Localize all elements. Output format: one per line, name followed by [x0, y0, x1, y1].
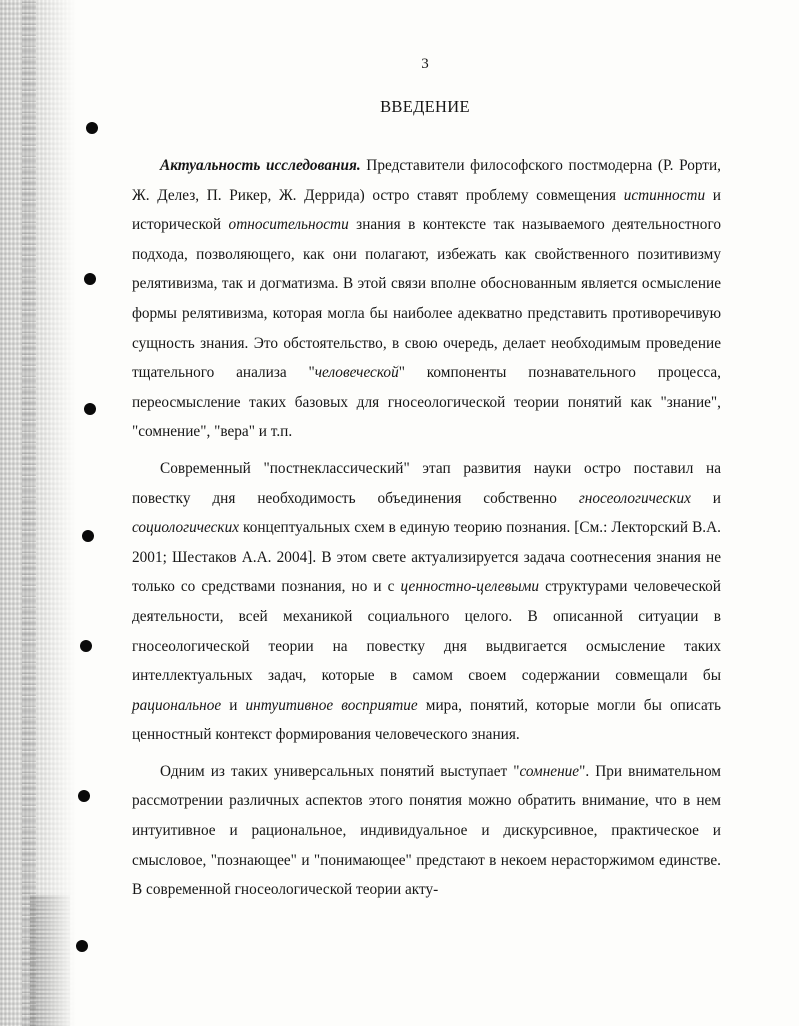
section-title: ВВЕДЕНИЕ — [380, 97, 470, 116]
binding-hole — [86, 122, 98, 134]
binding-hole — [82, 530, 94, 542]
run-in-heading: Актуальность исследования. — [160, 157, 361, 174]
binding-hole — [76, 940, 88, 952]
paragraph-relevance: Актуальность исследования. Представители философского постмодерна (Р. Рорти, Ж. Делез, П. Рикер, Ж. Деррида) остро ставят проблему совмещения истинности и исторической относительности знания в контексте так называемого деятельностного подхода, позволяющего, как они полагают, избежать как свойственного позитивизму релятивизма, так и догматизма. В этой связи вполне обоснованным является осмысление формы релятивизма, которая могла бы наиболее адекватно представить противоречивую сущность знания. Это обстоятельство, в свою очередь, делает необходимым проведение тщательного анализа "человеческой" компоненты познавательного процесса, переосмысление таких базовых для гносеологической теории понятий как "знание", "сомнение", "вера" и т.п. — [132, 157, 721, 441]
binding-hole — [84, 273, 96, 285]
scanned-binding-edge — [0, 0, 76, 1026]
binding-hole — [84, 403, 96, 415]
document-body — [132, 151, 721, 905]
paragraph-postnonclassical: Современный "постнеклассический" этап развития науки остро поставил на повестку дня необходимость объединения собственно гносеологических и социологических концептуальных схем в единую теорию познания. [См.: Лекторский В.А. 2001; Шестаков А.А. 2004]. В этом свете актуализируется задача соотнесения знания не только со средствами познания, но и с ценностно-целевыми структурами человеческой деятельности, всей механикой социального целого. В описанной ситуации в гносеологической теории на повестку дня выдвигается осмысление таких интеллектуальных задач, которые в самом своем содержании совмещали бы рациональное и интуитивное восприятие мира, понятий, которые могли бы описать ценностный контекст формирования человеческого знания. — [132, 459, 721, 744]
page-number: 3 — [421, 56, 429, 72]
binding-hole — [80, 640, 92, 652]
binding-hole — [78, 790, 90, 802]
paragraph-doubt: Одним из таких универсальных понятий выступает "сомнение". При внимательном рассмотрении различных аспектов этого понятия можно обратить внимание, что в нем интуитивное и рациональное, индивидуальное и дискурсивное, практическое и смысловое, "познающее" и "понимающее" предстают в некоем нерасторжимом единстве. В современной гносеологической теории акту- — [132, 762, 721, 899]
